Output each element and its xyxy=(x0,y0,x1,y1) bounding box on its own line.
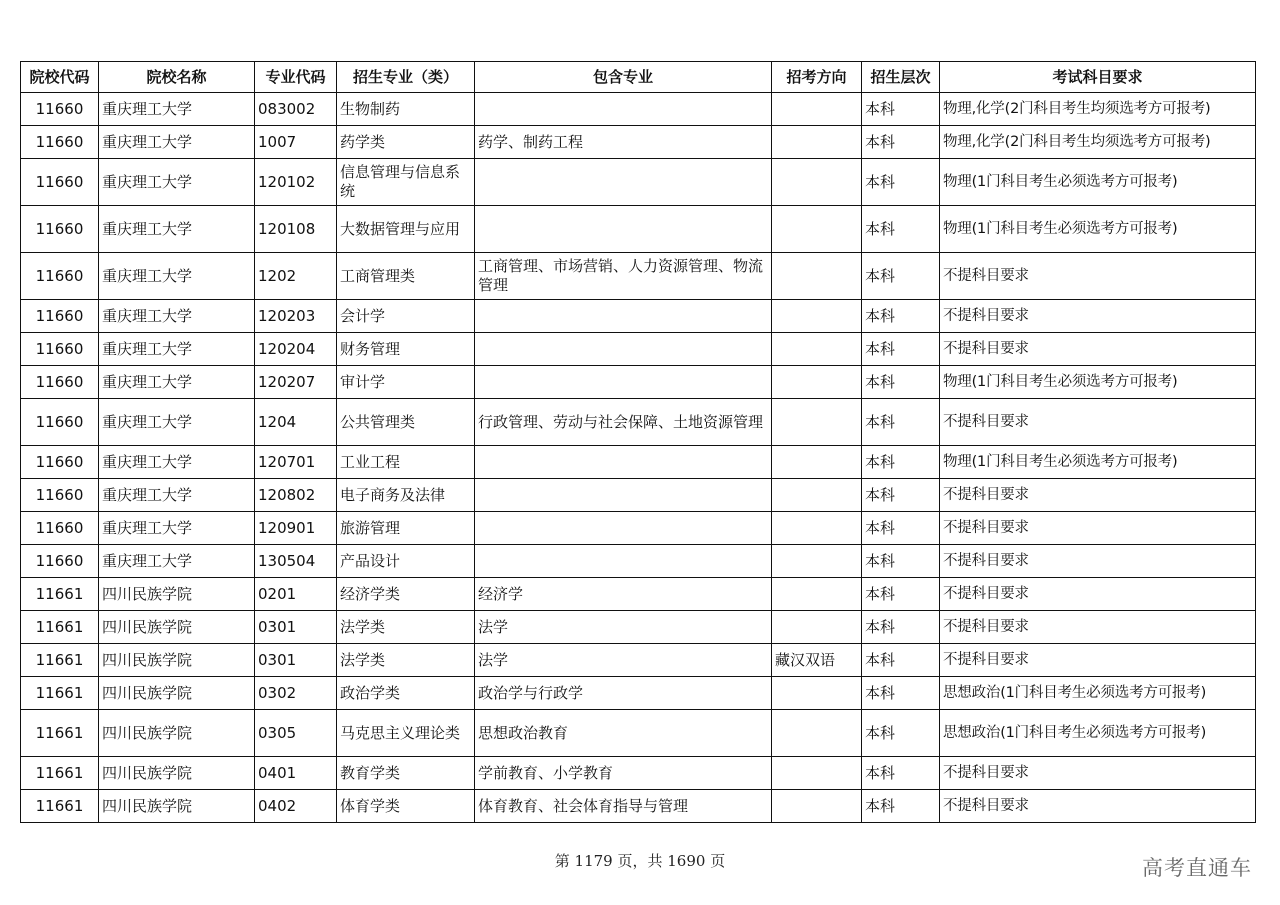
cell-included-majors xyxy=(475,93,772,126)
cell-school-code: 11660 xyxy=(21,512,99,545)
cell-major-name: 马克思主义理论类 xyxy=(337,710,475,757)
header-included-majors: 包含专业 xyxy=(475,62,772,93)
cell-level: 本科 xyxy=(862,512,940,545)
cell-school-name: 四川民族学院 xyxy=(99,790,255,823)
cell-major-name: 会计学 xyxy=(337,300,475,333)
cell-included-majors: 药学、制药工程 xyxy=(475,126,772,159)
cell-school-code: 11660 xyxy=(21,93,99,126)
cell-major-name: 财务管理 xyxy=(337,333,475,366)
cell-major-name: 法学类 xyxy=(337,611,475,644)
cell-major-code: 0305 xyxy=(255,710,337,757)
cell-level: 本科 xyxy=(862,545,940,578)
table-row xyxy=(21,446,1256,479)
cell-major-code: 1007 xyxy=(255,126,337,159)
cell-level: 本科 xyxy=(862,757,940,790)
cell-subject-requirement: 不提科目要求 xyxy=(940,399,1256,446)
cell-included-majors: 法学 xyxy=(475,611,772,644)
cell-direction xyxy=(772,790,862,823)
cell-included-majors: 法学 xyxy=(475,644,772,677)
cell-subject-requirement: 不提科目要求 xyxy=(940,479,1256,512)
table-row xyxy=(21,300,1256,333)
table-row xyxy=(21,578,1256,611)
cell-direction xyxy=(772,479,862,512)
cell-school-name: 四川民族学院 xyxy=(99,611,255,644)
table-row xyxy=(21,512,1256,545)
table-row xyxy=(21,253,1256,300)
table-row xyxy=(21,644,1256,677)
cell-direction xyxy=(772,578,862,611)
cell-school-code: 11660 xyxy=(21,253,99,300)
page-number: 第 1179 页，共 1690 页 xyxy=(554,852,726,870)
cell-school-name: 重庆理工大学 xyxy=(99,366,255,399)
cell-level: 本科 xyxy=(862,300,940,333)
cell-school-name: 重庆理工大学 xyxy=(99,512,255,545)
header-level: 招生层次 xyxy=(862,62,940,93)
cell-school-code: 11660 xyxy=(21,446,99,479)
cell-major-name: 工商管理类 xyxy=(337,253,475,300)
cell-major-name: 产品设计 xyxy=(337,545,475,578)
table-row xyxy=(21,545,1256,578)
cell-school-name: 重庆理工大学 xyxy=(99,93,255,126)
cell-school-name: 重庆理工大学 xyxy=(99,206,255,253)
cell-level: 本科 xyxy=(862,399,940,446)
table-row xyxy=(21,611,1256,644)
cell-major-name: 大数据管理与应用 xyxy=(337,206,475,253)
cell-subject-requirement: 不提科目要求 xyxy=(940,333,1256,366)
cell-major-code: 0401 xyxy=(255,757,337,790)
cell-school-code: 11660 xyxy=(21,300,99,333)
cell-school-name: 四川民族学院 xyxy=(99,677,255,710)
cell-major-code: 083002 xyxy=(255,93,337,126)
cell-direction: 藏汉双语 xyxy=(772,644,862,677)
cell-included-majors xyxy=(475,333,772,366)
cell-included-majors: 思想政治教育 xyxy=(475,710,772,757)
cell-included-majors: 体育教育、社会体育指导与管理 xyxy=(475,790,772,823)
cell-level: 本科 xyxy=(862,93,940,126)
table-row xyxy=(21,677,1256,710)
cell-school-name: 四川民族学院 xyxy=(99,757,255,790)
cell-major-name: 药学类 xyxy=(337,126,475,159)
cell-major-code: 120802 xyxy=(255,479,337,512)
cell-school-code: 11660 xyxy=(21,159,99,206)
cell-subject-requirement: 不提科目要求 xyxy=(940,757,1256,790)
cell-major-name: 教育学类 xyxy=(337,757,475,790)
cell-subject-requirement: 物理,化学(2门科目考生均须选考方可报考) xyxy=(940,126,1256,159)
cell-direction xyxy=(772,333,862,366)
cell-level: 本科 xyxy=(862,159,940,206)
cell-major-code: 120203 xyxy=(255,300,337,333)
cell-major-code: 120102 xyxy=(255,159,337,206)
table-row xyxy=(21,710,1256,757)
cell-level: 本科 xyxy=(862,644,940,677)
cell-included-majors xyxy=(475,545,772,578)
cell-included-majors xyxy=(475,446,772,479)
cell-school-code: 11661 xyxy=(21,757,99,790)
cell-school-name: 重庆理工大学 xyxy=(99,253,255,300)
table-row xyxy=(21,366,1256,399)
header-row xyxy=(21,62,1256,93)
cell-direction xyxy=(772,611,862,644)
cell-subject-requirement: 思想政治(1门科目考生必须选考方可报考) xyxy=(940,710,1256,757)
cell-level: 本科 xyxy=(862,446,940,479)
cell-school-name: 重庆理工大学 xyxy=(99,399,255,446)
cell-subject-requirement: 物理(1门科目考生必须选考方可报考) xyxy=(940,366,1256,399)
cell-major-code: 0301 xyxy=(255,644,337,677)
cell-school-code: 11661 xyxy=(21,611,99,644)
cell-direction xyxy=(772,677,862,710)
cell-school-name: 重庆理工大学 xyxy=(99,159,255,206)
cell-school-name: 重庆理工大学 xyxy=(99,545,255,578)
header-school-code: 院校代码 xyxy=(21,62,99,93)
table-row xyxy=(21,206,1256,253)
cell-subject-requirement: 思想政治(1门科目考生必须选考方可报考) xyxy=(940,677,1256,710)
cell-included-majors: 学前教育、小学教育 xyxy=(475,757,772,790)
cell-level: 本科 xyxy=(862,790,940,823)
table-row xyxy=(21,479,1256,512)
cell-major-code: 120901 xyxy=(255,512,337,545)
cell-school-code: 11661 xyxy=(21,790,99,823)
cell-level: 本科 xyxy=(862,253,940,300)
cell-major-name: 电子商务及法律 xyxy=(337,479,475,512)
cell-major-name: 体育学类 xyxy=(337,790,475,823)
cell-major-code: 0301 xyxy=(255,611,337,644)
cell-school-name: 重庆理工大学 xyxy=(99,300,255,333)
table-row xyxy=(21,757,1256,790)
cell-direction xyxy=(772,159,862,206)
cell-direction xyxy=(772,399,862,446)
cell-included-majors: 经济学 xyxy=(475,578,772,611)
cell-direction xyxy=(772,93,862,126)
cell-major-name: 经济学类 xyxy=(337,578,475,611)
cell-major-code: 0302 xyxy=(255,677,337,710)
cell-direction xyxy=(772,757,862,790)
table-row xyxy=(21,333,1256,366)
header-school-name: 院校名称 xyxy=(99,62,255,93)
cell-school-name: 重庆理工大学 xyxy=(99,446,255,479)
cell-major-code: 1204 xyxy=(255,399,337,446)
table-row xyxy=(21,159,1256,206)
cell-major-code: 120701 xyxy=(255,446,337,479)
cell-subject-requirement: 不提科目要求 xyxy=(940,512,1256,545)
cell-included-majors: 行政管理、劳动与社会保障、土地资源管理 xyxy=(475,399,772,446)
cell-major-name: 审计学 xyxy=(337,366,475,399)
table-row xyxy=(21,93,1256,126)
cell-level: 本科 xyxy=(862,366,940,399)
cell-school-code: 11660 xyxy=(21,206,99,253)
cell-major-code: 1202 xyxy=(255,253,337,300)
cell-direction xyxy=(772,512,862,545)
cell-level: 本科 xyxy=(862,677,940,710)
header-subject-requirement: 考试科目要求 xyxy=(940,62,1256,93)
cell-major-code: 0402 xyxy=(255,790,337,823)
cell-subject-requirement: 物理,化学(2门科目考生均须选考方可报考) xyxy=(940,93,1256,126)
header-major-code: 专业代码 xyxy=(255,62,337,93)
table-row xyxy=(21,399,1256,446)
cell-school-code: 11661 xyxy=(21,578,99,611)
cell-included-majors: 工商管理、市场营销、人力资源管理、物流管理 xyxy=(475,253,772,300)
admissions-table xyxy=(20,61,1256,823)
cell-school-code: 11660 xyxy=(21,545,99,578)
cell-major-name: 公共管理类 xyxy=(337,399,475,446)
cell-subject-requirement: 不提科目要求 xyxy=(940,300,1256,333)
cell-subject-requirement: 不提科目要求 xyxy=(940,611,1256,644)
cell-major-name: 生物制药 xyxy=(337,93,475,126)
cell-subject-requirement: 物理(1门科目考生必须选考方可报考) xyxy=(940,206,1256,253)
cell-major-code: 120207 xyxy=(255,366,337,399)
cell-school-code: 11660 xyxy=(21,366,99,399)
cell-subject-requirement: 不提科目要求 xyxy=(940,790,1256,823)
cell-included-majors xyxy=(475,300,772,333)
watermark: 高考直通车 xyxy=(1142,856,1252,880)
cell-direction xyxy=(772,300,862,333)
cell-level: 本科 xyxy=(862,206,940,253)
cell-school-name: 四川民族学院 xyxy=(99,710,255,757)
cell-direction xyxy=(772,545,862,578)
cell-direction xyxy=(772,446,862,479)
cell-subject-requirement: 不提科目要求 xyxy=(940,545,1256,578)
cell-level: 本科 xyxy=(862,333,940,366)
cell-subject-requirement: 物理(1门科目考生必须选考方可报考) xyxy=(940,159,1256,206)
cell-direction xyxy=(772,710,862,757)
cell-major-name: 工业工程 xyxy=(337,446,475,479)
header-direction: 招考方向 xyxy=(772,62,862,93)
cell-major-code: 120108 xyxy=(255,206,337,253)
cell-school-code: 11660 xyxy=(21,333,99,366)
cell-major-code: 0201 xyxy=(255,578,337,611)
cell-level: 本科 xyxy=(862,710,940,757)
cell-included-majors xyxy=(475,479,772,512)
cell-direction xyxy=(772,206,862,253)
cell-school-name: 重庆理工大学 xyxy=(99,333,255,366)
cell-direction xyxy=(772,126,862,159)
cell-level: 本科 xyxy=(862,479,940,512)
cell-school-code: 11661 xyxy=(21,710,99,757)
cell-included-majors xyxy=(475,159,772,206)
cell-included-majors xyxy=(475,512,772,545)
cell-level: 本科 xyxy=(862,126,940,159)
cell-subject-requirement: 物理(1门科目考生必须选考方可报考) xyxy=(940,446,1256,479)
table-row xyxy=(21,790,1256,823)
cell-major-name: 信息管理与信息系统 xyxy=(337,159,475,206)
cell-school-code: 11661 xyxy=(21,644,99,677)
cell-school-name: 重庆理工大学 xyxy=(99,479,255,512)
cell-included-majors xyxy=(475,366,772,399)
cell-subject-requirement: 不提科目要求 xyxy=(940,644,1256,677)
cell-major-name: 政治学类 xyxy=(337,677,475,710)
cell-school-code: 11660 xyxy=(21,399,99,446)
cell-major-code: 130504 xyxy=(255,545,337,578)
cell-direction xyxy=(772,366,862,399)
cell-subject-requirement: 不提科目要求 xyxy=(940,253,1256,300)
cell-included-majors xyxy=(475,206,772,253)
table-row xyxy=(21,126,1256,159)
cell-school-code: 11661 xyxy=(21,677,99,710)
cell-level: 本科 xyxy=(862,611,940,644)
cell-major-name: 法学类 xyxy=(337,644,475,677)
cell-school-code: 11660 xyxy=(21,479,99,512)
cell-school-name: 重庆理工大学 xyxy=(99,126,255,159)
cell-direction xyxy=(772,253,862,300)
cell-school-name: 四川民族学院 xyxy=(99,644,255,677)
cell-included-majors: 政治学与行政学 xyxy=(475,677,772,710)
cell-school-name: 四川民族学院 xyxy=(99,578,255,611)
cell-major-name: 旅游管理 xyxy=(337,512,475,545)
cell-school-code: 11660 xyxy=(21,126,99,159)
cell-major-code: 120204 xyxy=(255,333,337,366)
cell-subject-requirement: 不提科目要求 xyxy=(940,578,1256,611)
cell-level: 本科 xyxy=(862,578,940,611)
header-major-name: 招生专业（类） xyxy=(337,62,475,93)
